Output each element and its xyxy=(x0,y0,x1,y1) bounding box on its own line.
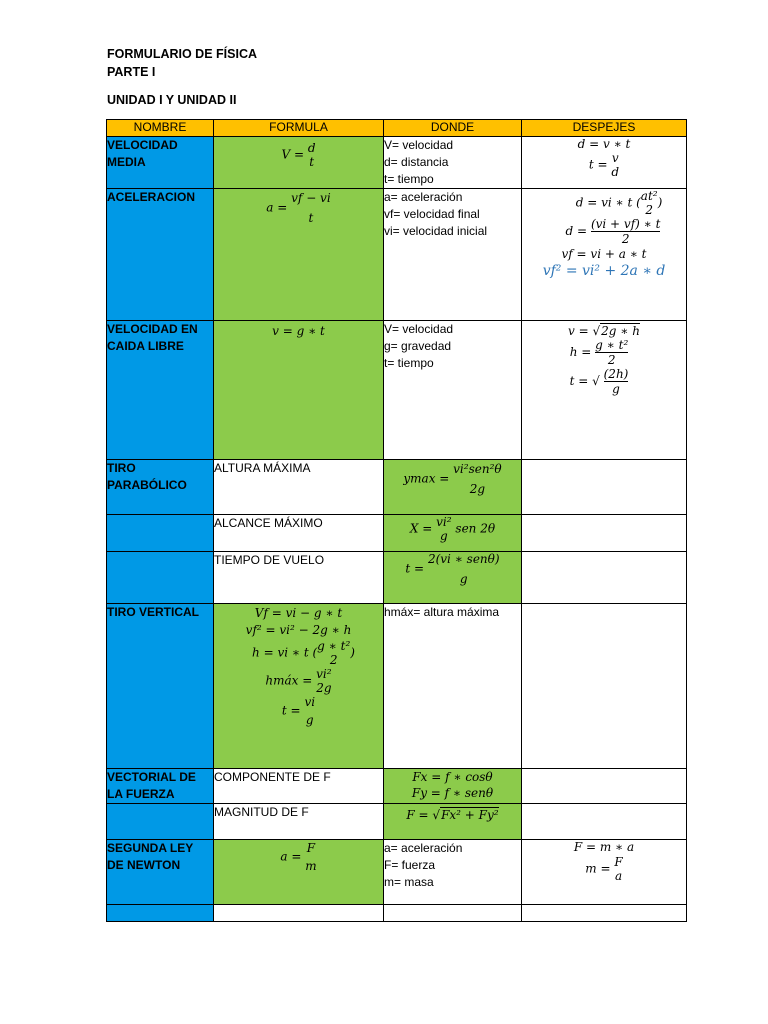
formula-altura-maxima: ymax = vi²sen²θ 2g xyxy=(384,460,522,515)
formula-velocidad-media: V = d t xyxy=(214,137,384,189)
document-title: FORMULARIO DE FÍSICA xyxy=(107,47,257,61)
donde-caida-libre: V= velocidad g= gravedad t= tiempo xyxy=(384,321,522,460)
despejes-tiro-vertical xyxy=(522,604,687,769)
row-name-empty xyxy=(107,552,214,604)
row-name-empty xyxy=(107,804,214,840)
table-row xyxy=(107,840,687,905)
table-row xyxy=(107,804,687,840)
table-row xyxy=(107,460,687,515)
formula-magnitud-de-f: F = √Fx² + Fy² xyxy=(384,804,522,840)
despejes-caida-libre: v = √2g ∗ h h = $\frac{\text{g ∗ t²}}{2}$ t = √ $\frac{(2h)}{g}$ xyxy=(522,321,687,460)
column-header-nombre: NOMBRE xyxy=(107,120,214,137)
column-header-formula: FORMULA xyxy=(214,120,384,137)
donde-velocidad-media: V= velocidad d= distancia t= tiempo xyxy=(384,137,522,189)
formula-segunda-ley: a = F m xyxy=(214,840,384,905)
table-row xyxy=(107,769,687,804)
table-header-row xyxy=(107,120,687,137)
highlighted-formula: vf² = vi² + 2a ∗ d xyxy=(542,263,666,279)
despejes-velocidad-media: d = v ∗ t t = v d xyxy=(522,137,687,189)
table-row xyxy=(107,905,687,922)
despejes-alcance-maximo xyxy=(522,515,687,552)
donde-tiro-vertical: hmáx= altura máxima xyxy=(384,604,522,769)
column-header-donde: DONDE xyxy=(384,120,522,137)
row-name-segunda-ley: SEGUNDA LEY DE NEWTON xyxy=(107,840,214,905)
table-row xyxy=(107,604,687,769)
row-name-empty xyxy=(107,905,214,922)
despejes-magnitud-de-f xyxy=(522,804,687,840)
document-part: PARTE I xyxy=(107,65,156,79)
formula-tiempo-de-vuelo: t = 2(vi ∗ senθ) g xyxy=(384,552,522,604)
table-row xyxy=(107,321,687,460)
row-name-velocidad-media: VELOCIDAD MEDIA xyxy=(107,137,214,189)
despejes-altura-maxima xyxy=(522,460,687,515)
row-name-tiro-vertical: TIRO VERTICAL xyxy=(107,604,214,769)
document-units: UNIDAD I Y UNIDAD II xyxy=(107,93,237,107)
despejes-componente-de-f xyxy=(522,769,687,804)
table-row xyxy=(107,137,687,189)
formula-table xyxy=(106,119,687,922)
table-row xyxy=(107,552,687,604)
label-magnitud-de-f: MAGNITUD DE F xyxy=(214,804,384,840)
despejes-segunda-ley: F = m ∗ a m = F a xyxy=(522,840,687,905)
empty-cell xyxy=(522,905,687,922)
formula-tiro-vertical: Vf = vi − g ∗ t vf² = vi² − 2g ∗ h h = vi ∗ t ( g ∗ t² 2 ) hmáx = vi² 2g t = vi g xyxy=(214,604,384,769)
donde-segunda-ley: a= aceleración F= fuerza m= masa xyxy=(384,840,522,905)
formula-alcance-maximo: X = vi² g sen 2θ xyxy=(384,515,522,552)
label-tiempo-de-vuelo: TIEMPO DE VUELO xyxy=(214,552,384,604)
formula-aceleracion: a = vf − vi t xyxy=(214,189,384,321)
row-name-aceleracion: ACELERACION xyxy=(107,189,214,321)
empty-cell xyxy=(384,905,522,922)
label-componente-de-f: COMPONENTE DE F xyxy=(214,769,384,804)
empty-cell xyxy=(214,905,384,922)
label-alcance-maximo: ALCANCE MÁXIMO xyxy=(214,515,384,552)
formula-caida-libre: v = g ∗ t xyxy=(214,321,384,460)
row-name-vectorial: VECTORIAL DE LA FUERZA xyxy=(107,769,214,804)
row-name-tiro-parabolico: TIRO PARABÓLICO xyxy=(107,460,214,515)
table-row xyxy=(107,189,687,321)
table-row xyxy=(107,515,687,552)
despejes-tiempo-de-vuelo xyxy=(522,552,687,604)
despejes-aceleracion: d = vi ∗ t ( at² 2 ) d = $\frac{(vi + vf) ∗ t}{2}$ vf = vi + a ∗ t vf² = vi² + 2a ∗ d xyxy=(522,189,687,321)
donde-aceleracion: a= aceleración vf= velocidad final vi= velocidad inicial xyxy=(384,189,522,321)
formula-componente-de-f: Fx = f ∗ cosθ Fy = f ∗ senθ xyxy=(384,769,522,804)
label-altura-maxima: ALTURA MÁXIMA xyxy=(214,460,384,515)
row-name-caida-libre: VELOCIDAD EN CAIDA LIBRE xyxy=(107,321,214,460)
column-header-despejes: DESPEJES xyxy=(522,120,687,137)
row-name-empty xyxy=(107,515,214,552)
